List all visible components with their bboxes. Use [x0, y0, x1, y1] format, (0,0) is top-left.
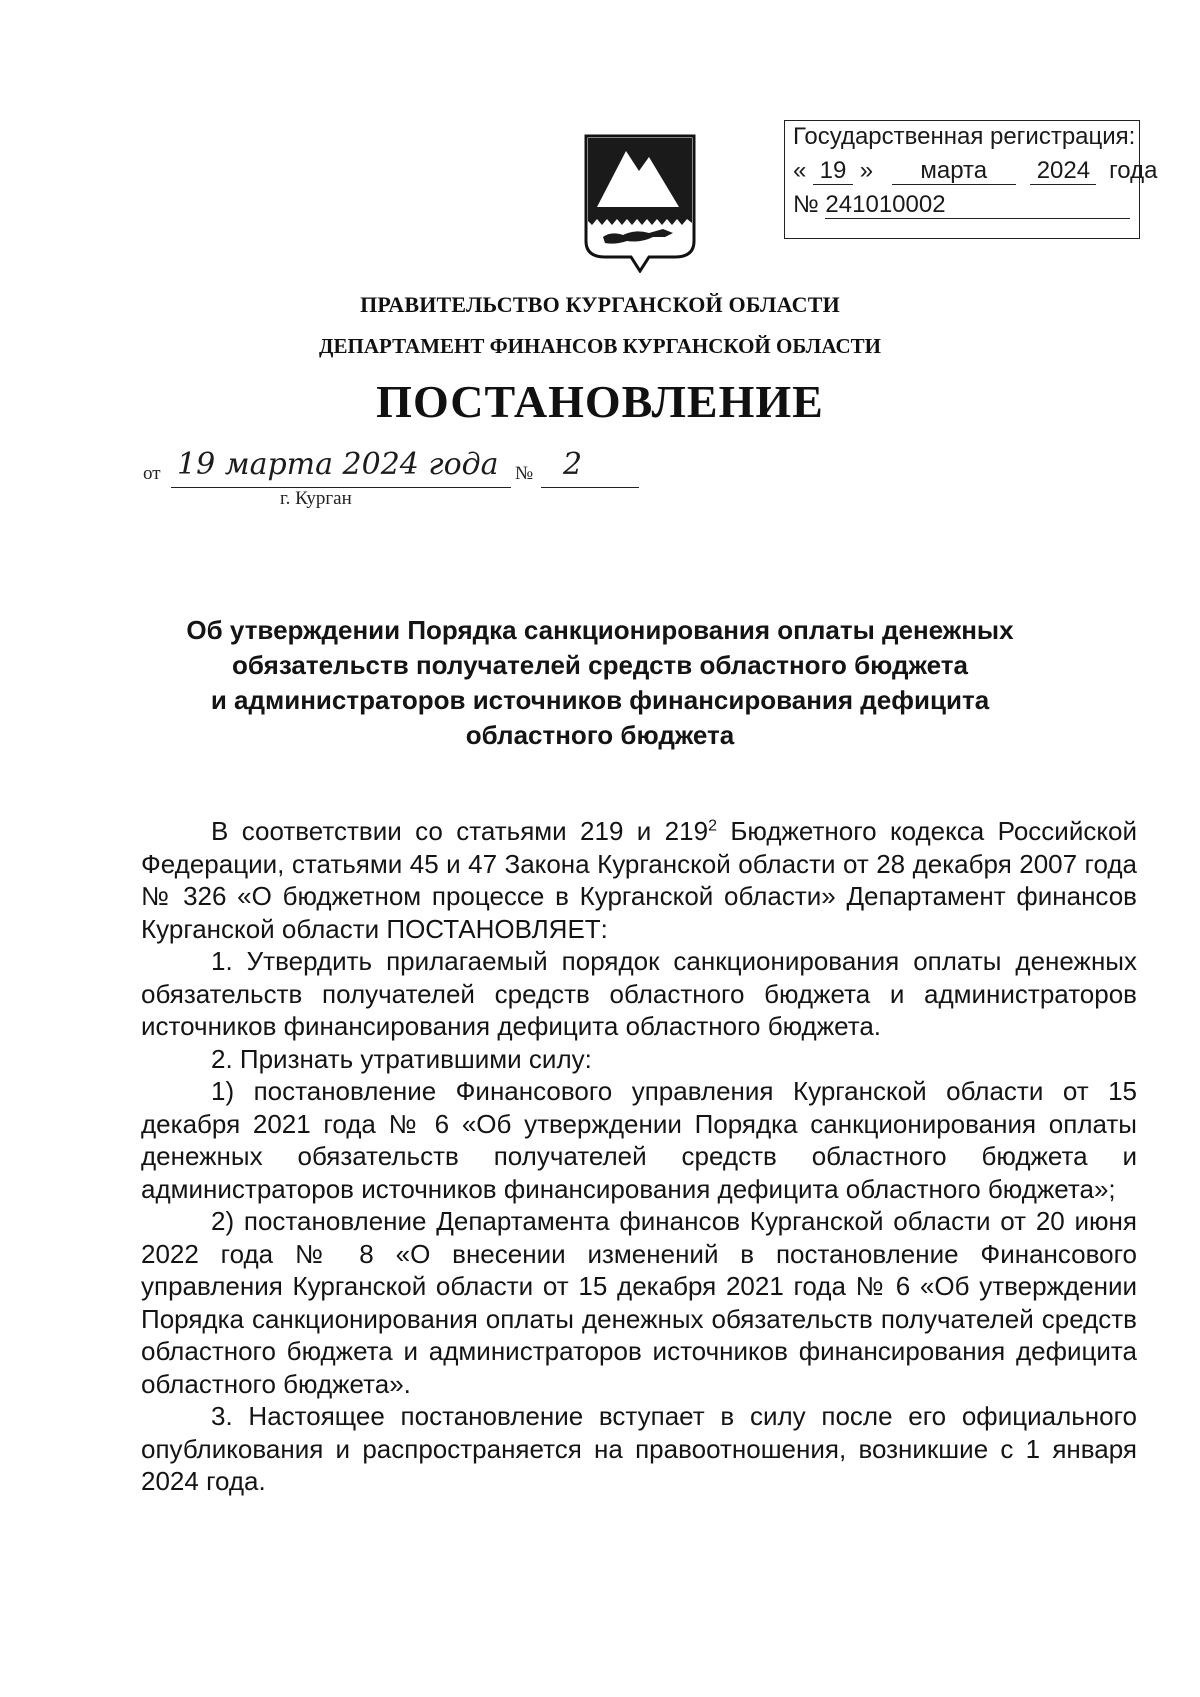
number-label: № — [515, 463, 534, 484]
document-body — [141, 815, 1137, 1498]
paragraph-1: 1. Утвердить прилагаемый порядок санкционирования оплаты денежных обязательств получателей средств областного бюджета и администраторов источников финансирования дефицита областного бюджета. — [141, 946, 1137, 1041]
title-line: Об утверждении Порядка санкционирования оплаты денежных — [186, 615, 1014, 645]
coat-of-arms-icon — [583, 133, 697, 273]
title-line: обязательств получателей средств областного бюджета — [232, 650, 968, 680]
number-prefix: № — [793, 191, 819, 218]
quote-close: » — [859, 157, 874, 184]
registration-stamp — [784, 120, 1158, 239]
coat-of-arms — [583, 133, 697, 273]
registration-year: 2024 — [1030, 158, 1096, 185]
document-type: ПОСТАНОВЛЕНИЕ — [376, 376, 824, 427]
quote-open: « — [793, 157, 807, 184]
registration-number-row — [793, 191, 1130, 219]
handwritten-date: 19 марта 2024 года — [177, 447, 499, 482]
handwritten-number: 2 — [563, 447, 583, 482]
from-label: от — [143, 463, 161, 484]
government-header: ПРАВИТЕЛЬСТВО КУРГАНСКОЙ ОБЛАСТИ — [360, 292, 840, 317]
city-label: г. Курган — [280, 488, 352, 509]
registration-month: марта — [892, 158, 1016, 185]
registration-label: Государственная регистрация: — [793, 123, 1136, 150]
title-line: и администраторов источников финансирования дефицита — [210, 685, 990, 715]
registration-number: 241010002 — [825, 192, 1130, 219]
registration-day: 19 — [813, 158, 853, 185]
date-number-line — [143, 447, 643, 493]
document-title — [100, 613, 1100, 753]
paragraph-preamble: В соответствии со статьями 219 и $219^2$ Бюджетного кодекса Российской Федерации, статьями 45 и 47 Закона Курганской области от 28 декабря 2007 года № 326 «О бюджетном процессе в Курганской области» Департамент финансов Курганской области ПОСТАНОВЛЯЕТ: — [141, 816, 1137, 944]
title-line: областного бюджета — [465, 720, 735, 750]
department-header: ДЕПАРТАМЕНТ ФИНАНСОВ КУРГАНСКОЙ ОБЛАСТИ — [319, 334, 881, 358]
paragraph-2-item-2: 2) постановление Департамента финансов Курганской области от 20 июня 2022 года № 8 «О внесении изменений в постановление Финансового управления Курганской области от 15 декабря 2021 года № 6 «Об утверждении Порядка санкционирования оплаты денежных обязательств получателей средств областного бюджета и администраторов источников финансирования дефицита областного бюджета». — [141, 1206, 1137, 1399]
paragraph-2: 2. Признать утратившими силу: — [211, 1043, 592, 1074]
registration-date — [793, 157, 1157, 185]
registration-year-word: года — [1109, 157, 1158, 184]
paragraph-2-item-1: 1) постановление Финансового управления Курганской области от 15 декабря 2021 года № 6 «Об утверждении Порядка санкционирования оплаты денежных обязательств получателей средств областного бюджета и администраторов источников финансирования дефицита областного бюджета»; — [141, 1076, 1137, 1204]
paragraph-3: 3. Настоящее постановление вступает в силу после его официального опубликования и распространяется на правоотношения, возникшие с 1 января 2024 года. — [141, 1401, 1137, 1496]
